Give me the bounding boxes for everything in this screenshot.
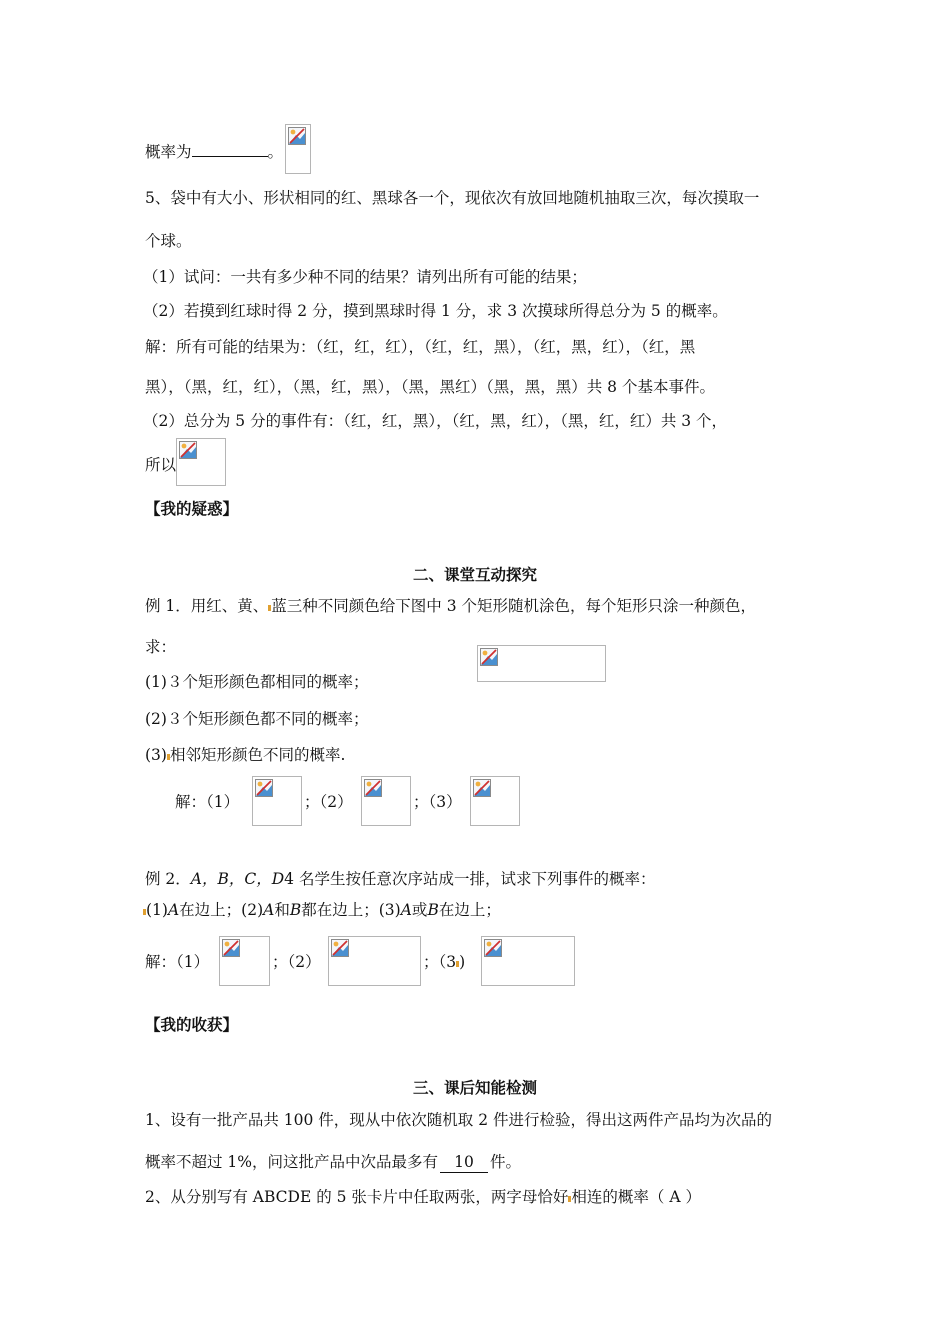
section2-title: 二、课堂互动探究	[412, 565, 537, 584]
broken-image-icon	[473, 779, 491, 797]
answer-image-1	[252, 776, 302, 826]
broken-image-icon	[288, 127, 306, 145]
ex1-solution-label: 解：（1）	[175, 793, 240, 811]
broken-image-icon	[331, 939, 349, 957]
ex2-line1: 例 2．A，B，C，D4 名学生按任意次序站成一排，试求下列事件的概率：	[145, 870, 656, 888]
q5-solution4: 所以	[145, 456, 177, 474]
s3-q1-line2: 概率不超过 1%，问这批产品中次品最多有 10 件。	[145, 1153, 522, 1171]
ex2-solution-3: ；（3 )	[423, 953, 466, 971]
q5-solution3: （2）总分为 5 分的事件有：（红，红，黑），（红，黑，红），（黑，红，红）共 3 个，	[143, 412, 728, 430]
s3-q2: 2、从分别写有 ABCDE 的 5 张卡片中任取两张，两字母恰好 相连的概率（ A ）	[145, 1188, 701, 1206]
ex2-parts: (1)A在边上；(2)A和B都在边上；(3)A或B在边上；	[143, 900, 501, 920]
answer-image-2	[361, 776, 411, 826]
prob-label: 概率为	[145, 143, 192, 161]
ex1-part2: (2)３个矩形颜色都不同的概率；	[145, 710, 369, 728]
broken-image-icon	[480, 648, 498, 666]
rectangles-figure	[477, 645, 606, 682]
prob-line	[145, 140, 283, 162]
broken-image-icon	[364, 779, 382, 797]
broken-image-icon	[179, 441, 197, 459]
ex1-part3: (3) 相邻矩形颜色不同的概率.	[145, 746, 346, 764]
broken-image-icon	[222, 939, 240, 957]
q5-solution1: 解：所有可能的结果为：（红，红，红），（红，红，黑），（红，黑，红），（红，黑	[145, 338, 696, 356]
section3-title: 三、课后知能检测	[412, 1078, 537, 1097]
answer-image-3	[481, 936, 575, 986]
ex1-line1: 例 1．用红、黄、 蓝三种不同颜色给下图中 3 个矩形随机涂色，每个矩形只涂一种颜色，	[145, 597, 757, 615]
doubt-heading: 【我的疑惑】	[145, 499, 239, 518]
ex2-solution-2: ；（2）	[272, 953, 321, 971]
ex1-line2: 求：	[145, 638, 177, 656]
formula-image	[285, 124, 311, 174]
q5-solution2: 黑），（黑，红，红），（黑，红，黑），（黑，黑红）（黑，黑，黑）共 8 个基本事件。	[145, 378, 715, 396]
broken-image-icon	[484, 939, 502, 957]
ex1-part1: (1)３个矩形颜色都相同的概率；	[145, 673, 369, 691]
answer-image-1	[219, 936, 270, 986]
q5-line1: 5、袋中有大小、形状相同的红、黑球各一个，现依次有放回地随机抽取三次，每次摸取一	[145, 189, 760, 207]
answer-value: 10	[440, 1152, 488, 1173]
ex1-solution-3: ；（3）	[413, 793, 462, 811]
ex2-solution-label: 解：（1）	[145, 953, 210, 971]
q5-part2: （2）若摸到红球时得 2 分，摸到黑球时得 1 分，求 3 次摸球所得总分为 5 的概率。	[143, 302, 728, 320]
ex1-solution-2: ；（2）	[304, 793, 353, 811]
answer-blank	[192, 140, 268, 157]
broken-image-icon	[255, 779, 273, 797]
answer-image-2	[328, 936, 421, 986]
q5-line2: 个球。	[145, 232, 192, 250]
answer-image-3	[470, 776, 520, 826]
formula-image	[176, 438, 226, 486]
prob-end: 。	[267, 143, 284, 161]
s3-q1-line1: 1、设有一批产品共 100 件，现从中依次随机取 2 件进行检验，得出这两件产品均为次品的	[145, 1111, 773, 1129]
q5-part1: （1）试问：一共有多少种不同的结果？请列出所有可能的结果；	[143, 268, 587, 286]
harvest-heading: 【我的收获】	[145, 1015, 239, 1034]
